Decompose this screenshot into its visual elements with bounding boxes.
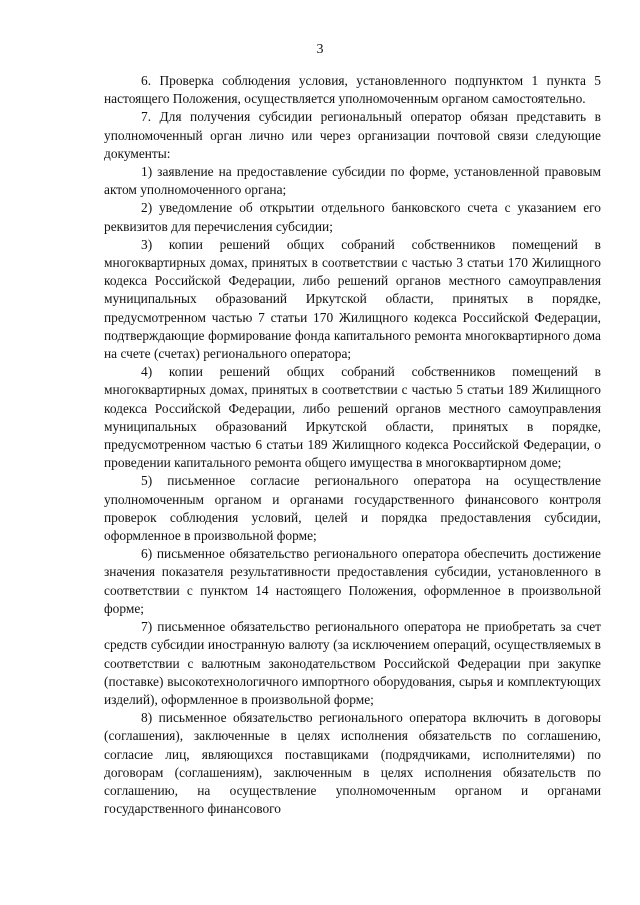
subparagraph-8: 8) письменное обязательство регионального оператора включить в договоры (соглашения), заключенные в целях исполнения обязательств по соглашению, согласие лиц, являющихся поставщиками (подрядчиками, исполнителями) по договорам (соглашениям), заключенным в целях исполнения обязательств по соглашению, на осуществление уполномоченным органом и органами государственного финансового <box>104 710 601 817</box>
subparagraph-3: 3) копии решений общих собраний собственников помещений в многоквартирных домах, принятых в соответствии с частью 3 статьи 170 Жилищного кодекса Российской Федерации, либо решений органов местного самоуправления муниципальных образований Иркутской области, принятых в порядке, предусмотренном частью 7 статьи 170 Жилищного кодекса Российской Федерации, подтверждающие формирование фонда капитального ремонта многоквартирного дома на счете (счетах) регионального оператора; <box>104 236 601 362</box>
subparagraph-6: 6) письменное обязательство регионального оператора обеспечить достижение значения показателя результативности предоставления субсидии, установленного в соответствии с пунктом 14 настоящего Положения, оформленное в произвольной форме; <box>104 546 601 616</box>
subparagraph-5: 5) письменное согласие регионального оператора на осуществление уполномоченным органом и органами государственного финансового контроля проверок соблюдения условий, целей и порядка предоставления субсидии, оформленное в произвольной форме; <box>104 473 601 544</box>
subparagraph-4: 4) копии решений общих собраний собственников помещений в многоквартирных домах, принятых в соответствии с частью 5 статьи 189 Жилищного кодекса Российской Федерации, либо решений органов местного самоуправления муниципальных образований Иркутской области, принятых в порядке, предусмотренном частью 6 статьи 189 Жилищного кодекса Российской Федерации, о проведении капитального ремонта общего имущества в многоквартирном доме; <box>104 364 601 471</box>
paragraph-item-6: 6. Проверка соблюдения условия, установленного подпунктом 1 пункта 5 настоящего Положения, осуществляется уполномоченным органом самостоятельно. <box>104 73 601 107</box>
document-body <box>104 72 601 818</box>
subparagraph-1: 1) заявление на предоставление субсидии по форме, установленной правовым актом уполномоченного органа; <box>104 164 601 198</box>
page-number: 3 <box>316 42 324 57</box>
subparagraph-7: 7) письменное обязательство регионального оператора не приобретать за счет средств субсидии иностранную валюту (за исключением операций, осуществляемых в соответствии с валютным законодательством Российской Федерации при закупке (поставке) высокотехнологичного импортного оборудования, сырья и комплектующих изделий), оформленное в произвольной форме; <box>104 619 601 707</box>
subparagraph-2: 2) уведомление об открытии отдельного банковского счета с указанием его реквизитов для перечисления субсидии; <box>104 200 601 234</box>
paragraph-item-7: 7. Для получения субсидии региональный оператор обязан представить в уполномоченный орган лично или через организации почтовой связи следующие документы: <box>104 109 601 161</box>
